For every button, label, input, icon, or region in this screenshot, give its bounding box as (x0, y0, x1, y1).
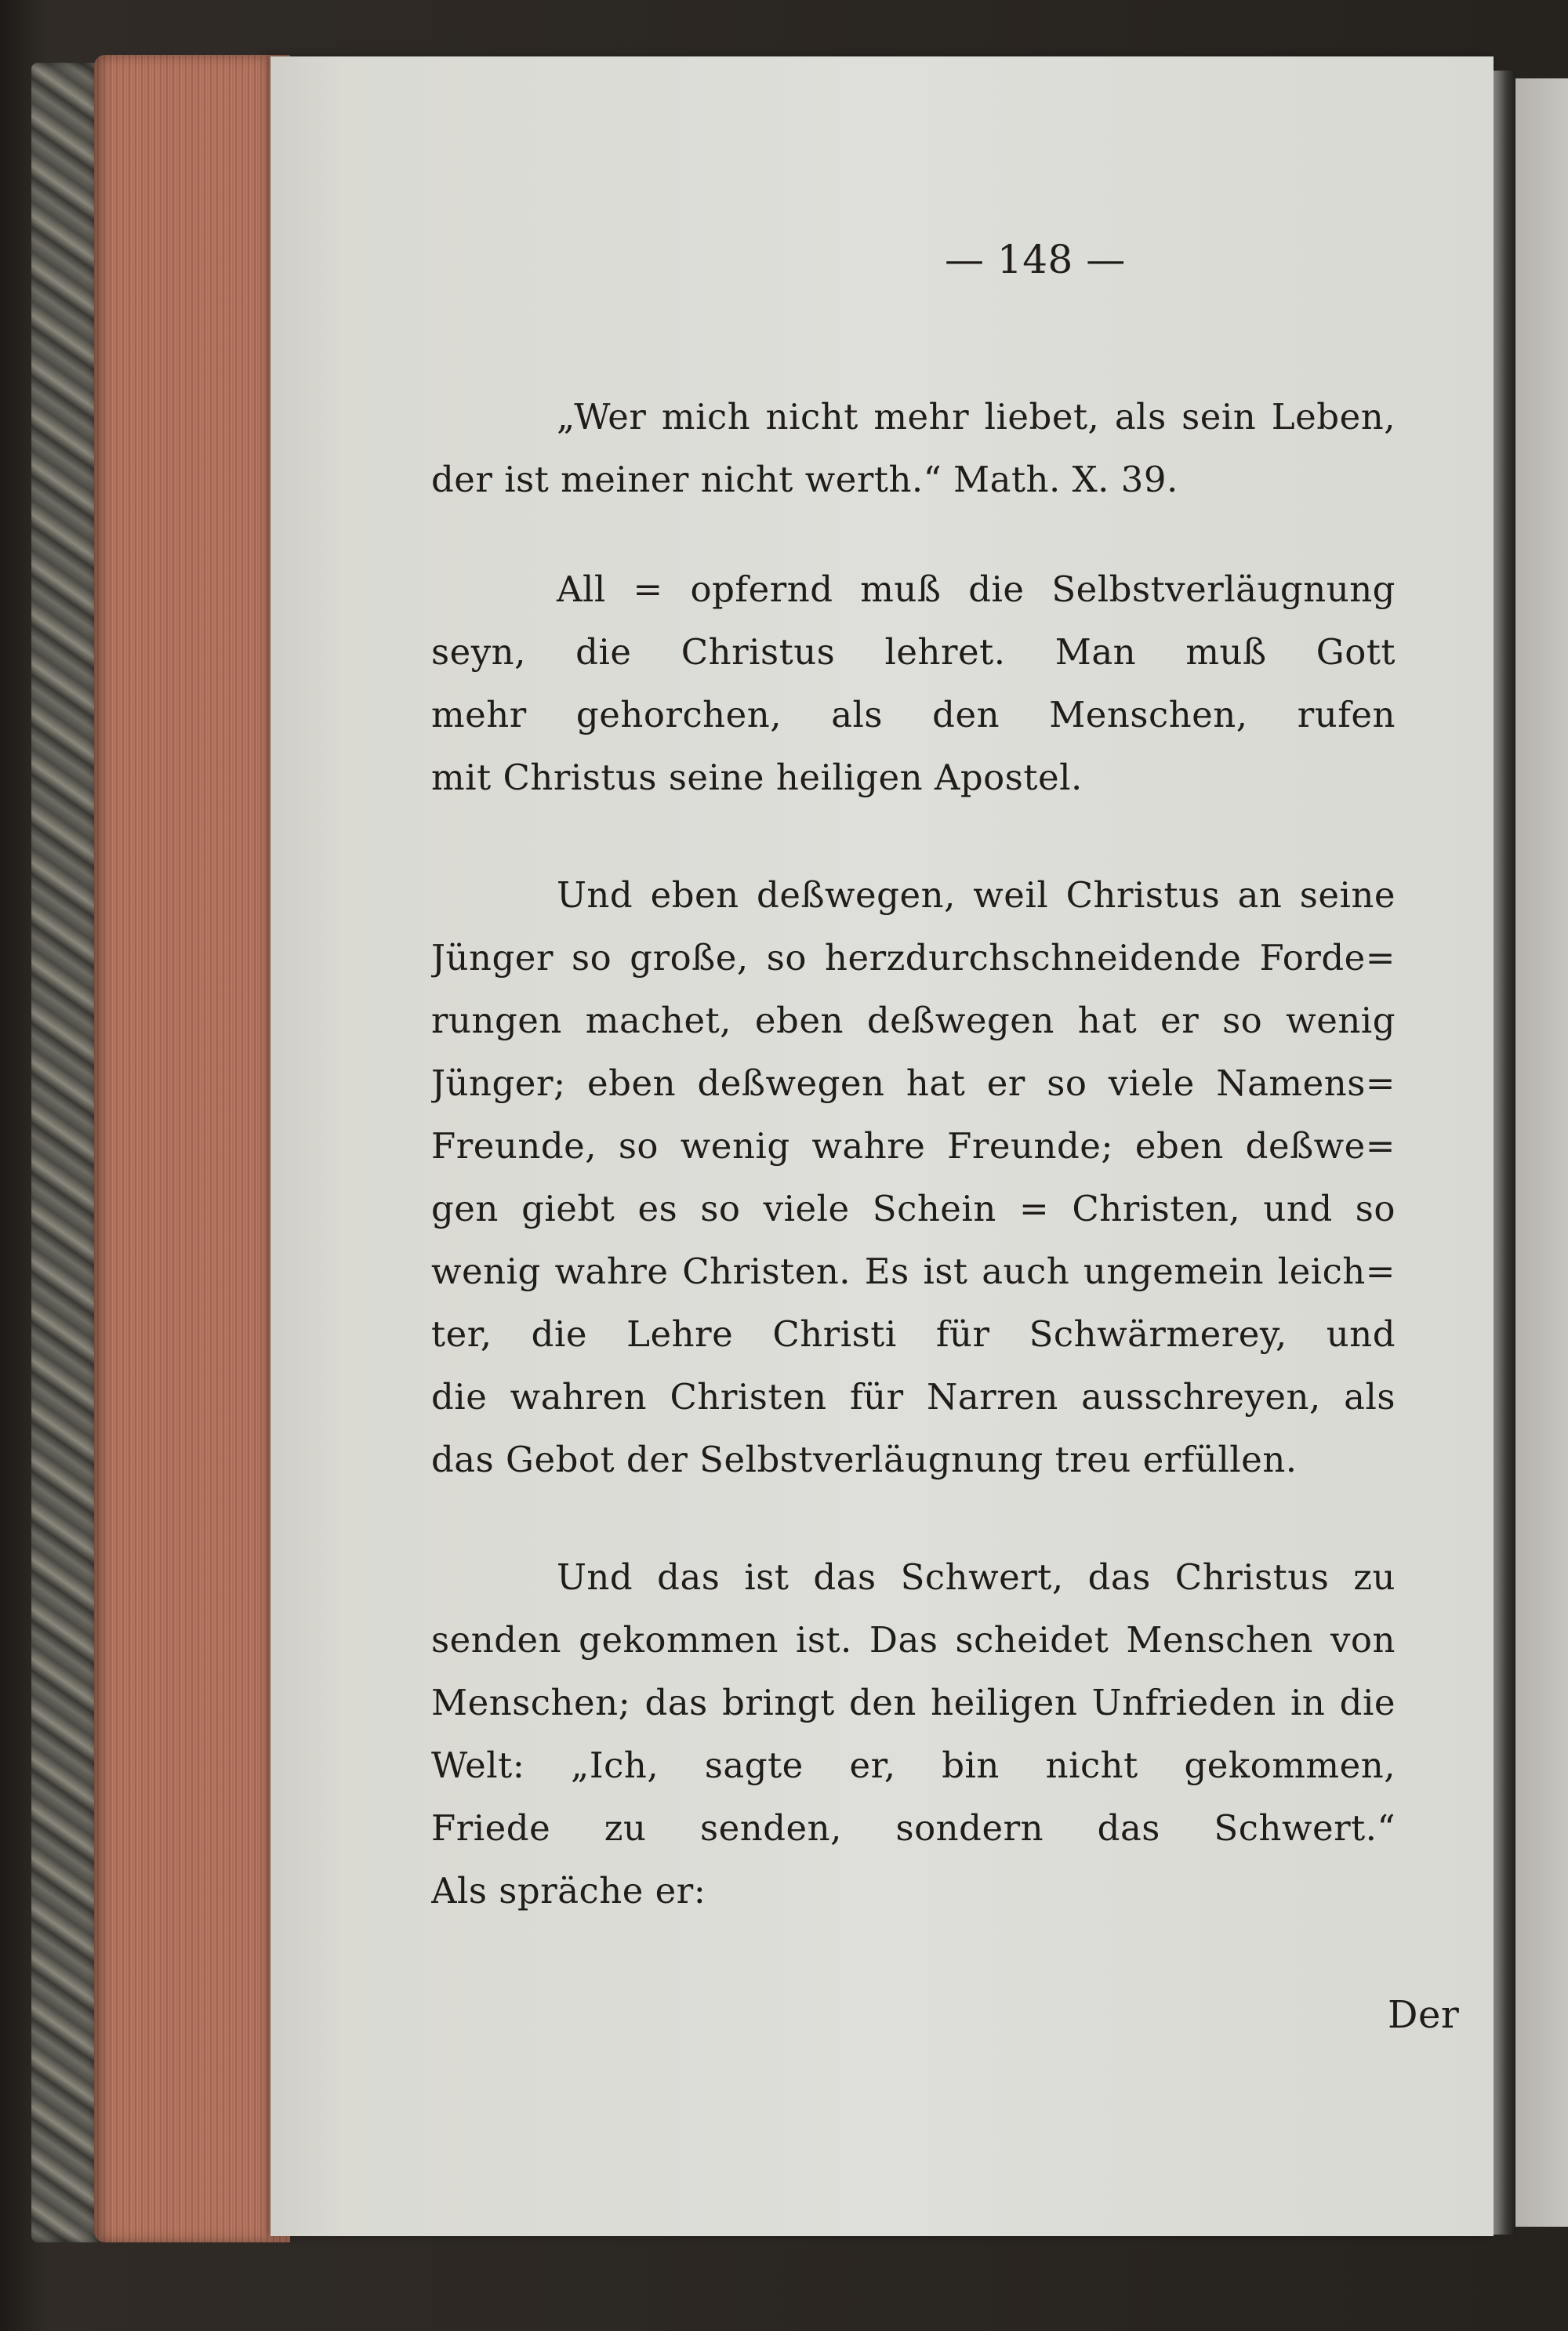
text-line: die wahren Christen für Narren ausschreyen, als (431, 1376, 1396, 1418)
page-number: — 148 — (945, 237, 1126, 282)
text-line: mehr gehorchen, als den Menschen, rufen (431, 694, 1396, 735)
text-line: das Gebot der Selbstverläugnung treu erfüllen. (431, 1439, 1298, 1480)
text-line: ter, die Lehre Christi für Schwärmerey, und (431, 1313, 1396, 1355)
book-page (270, 56, 1494, 2236)
facing-page-edge (1515, 78, 1568, 2227)
text-line: Jünger so große, so herzdurchschneidende Forde= (431, 937, 1396, 979)
text-line: Jünger; eben deßwegen hat er so viele Namens= (431, 1062, 1396, 1104)
text-line: All = opfernd muß die Selbstverläugnung (557, 568, 1396, 610)
text-line: Und eben deßwegen, weil Christus an seine (557, 874, 1396, 916)
text-line: Menschen; das bringt den heiligen Unfrieden in die (431, 1682, 1396, 1723)
text-line: Freunde, so wenig wahre Freunde; eben deßwe= (431, 1125, 1396, 1167)
marbled-cover-edge (31, 63, 102, 2242)
book-page-edges (94, 55, 290, 2242)
text-line: mit Christus seine heiligen Apostel. (431, 757, 1083, 798)
text-line: rungen machet, eben deßwegen hat er so wenig (431, 1000, 1396, 1041)
text-line: der ist meiner nicht werth.“ Math. X. 39. (431, 459, 1178, 500)
text-line: Friede zu senden, sondern das Schwert.“ (431, 1807, 1396, 1849)
text-line: „Wer mich nicht mehr liebet, als sein Leben, (557, 396, 1396, 438)
text-line: gen giebt es so viele Schein = Christen, und so (431, 1188, 1396, 1229)
text-line: senden gekommen ist. Das scheidet Menschen von (431, 1619, 1396, 1661)
text-line: wenig wahre Christen. Es ist auch ungemein leich= (431, 1251, 1396, 1292)
text-line: Und das ist das Schwert, das Christus zu (557, 1556, 1396, 1598)
text-line: Als spräche er: (431, 1870, 706, 1912)
book-gutter (1494, 71, 1515, 2235)
text-line: Welt: „Ich, sagte er, bin nicht gekommen, (431, 1745, 1396, 1786)
catchword: Der (1388, 1993, 1460, 2037)
text-line: seyn, die Christus lehret. Man muß Gott (431, 631, 1396, 673)
